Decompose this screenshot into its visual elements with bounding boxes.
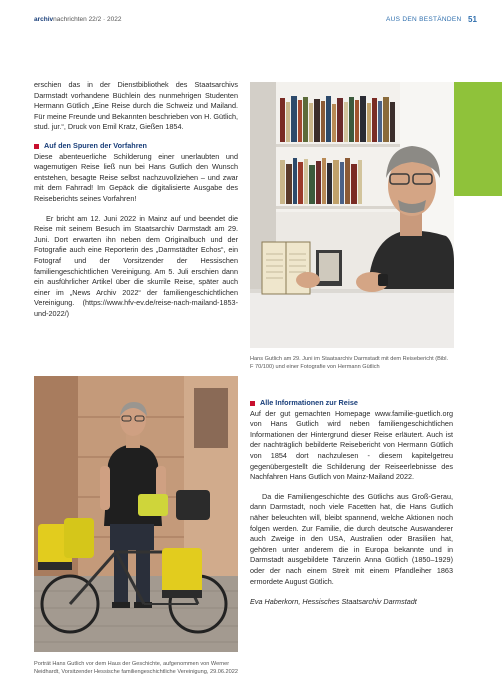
page-number: 51 <box>468 15 477 24</box>
paragraph-homepage: Auf der gut gemachten Homepage www.familie-guetlich.org von Hans Gutlich wird neben familiengeschichtlichen Informationen der Hintergrund dieser Reise erläutert. Auch ist der nachträglich bebilderte Reisebericht von Hermann Gütlich von 1854 dort nachzulesen - diesem kapitelgetreu gegenübergestellt die Schilderung der Reiseerlebnisse des Nachfahren Hans Gutlich von Mainz-Mailand 2022. <box>250 408 453 482</box>
paragraph-ancestors: Diese abenteuerliche Schilderung einer unerlaubten und wagemutigen Reise ließ nun bei Hans Gutlich den Wunsch entstehen, besagte Reise selbst nachzuvollziehen – und zwar mit dem Fahrrad! Im Gepäck die digitalisierte Ausgabe des Reiseberichts seines Vorfahren! <box>34 151 238 203</box>
caption-photo-cyclist: Porträt Hans Gutlich vor dem Haus der Geschichte, aufgenommen von Werner Neidhardt, Vorsitzender Hessische familiengeschichtliche Vereinigung, 29.06.2022 <box>34 661 238 675</box>
heading-ancestors: Auf den Spuren der Vorfahren <box>34 141 238 152</box>
paragraph-family: Da die Familiengeschichte des Gütlichs aus Groß-Gerau, dann Darmstadt, noch viele Facetten hat, die Hans Gutlich näher beleuchten will, bleibt spannend, welche Aktionen noch folgen werden. Zur Familie, die durch deutsche Auswanderer auch Zweige in den USA, Australien oder Brasilien hat, gehören unter anderem die in Europa bekannte und in Darmstadt ausgebildete Tänzerin Anna Gütlich (1850–1929) oder der nach einem Streit mit einem Pfandleiher 1863 ermordete August Gütlich. <box>250 491 453 586</box>
right-column <box>250 398 453 608</box>
photo-archive-book <box>250 82 454 348</box>
publication-issue: nachrichten 22/2 · 2022 <box>53 16 122 23</box>
section-title: AUS DEN BESTÄNDEN <box>386 16 462 23</box>
publication-header <box>34 16 121 23</box>
photo-cyclist-portrait <box>34 376 238 652</box>
author-signature: Eva Haberkorn, Hessisches Staatsarchiv Darmstadt <box>250 597 417 607</box>
publication-name-bold: archiv <box>34 16 54 23</box>
left-column <box>34 80 238 319</box>
heading-information: Alle Informationen zur Reise <box>250 398 453 409</box>
paragraph-journey: Er bricht am 12. Juni 2022 in Mainz auf und beendet die Reise mit seinem Besuch im Staatsarchiv Darmstadt am 29. Juni. Dort erwarten ihn neben dem Originalbuch und der Fotografie auch eine Reporterin des „Darmstädter Echos“, ein Fotograf und der Vorsitzender der Hessischen familiengeschichtlichen Vereinigung. Am 5. Juli erschien dann ein ausführlicher Artikel über die skurrile Reise, später auch einer im „News Archiv 2022“ der familiengeschichtlichen Vereinigung. (https://www.hfv-ev.de/reise-nach-mailand-1853-und-2022/) <box>34 213 238 318</box>
intro-paragraph: erschien das in der Dienstbibliothek des Staatsarchivs Darmstadt vorhandene Büchlein des nunmehrigen Studenten Hermann Gütlich „Eine Reise durch die Schweiz und Mailand. Für meine Freunde und Bekannten beschrieben von H. Gütlich, stud. jur.“, Druck von Emil Kratz, Gießen 1854. <box>34 80 238 132</box>
green-tab <box>454 82 502 196</box>
caption-photo-archive: Hans Gutlich am 29. Juni im Staatsarchiv Darmstadt mit dem Reisebericht (Bibl. F 70/100) und einer Fotografie von Hermann Gütlich <box>250 356 449 370</box>
